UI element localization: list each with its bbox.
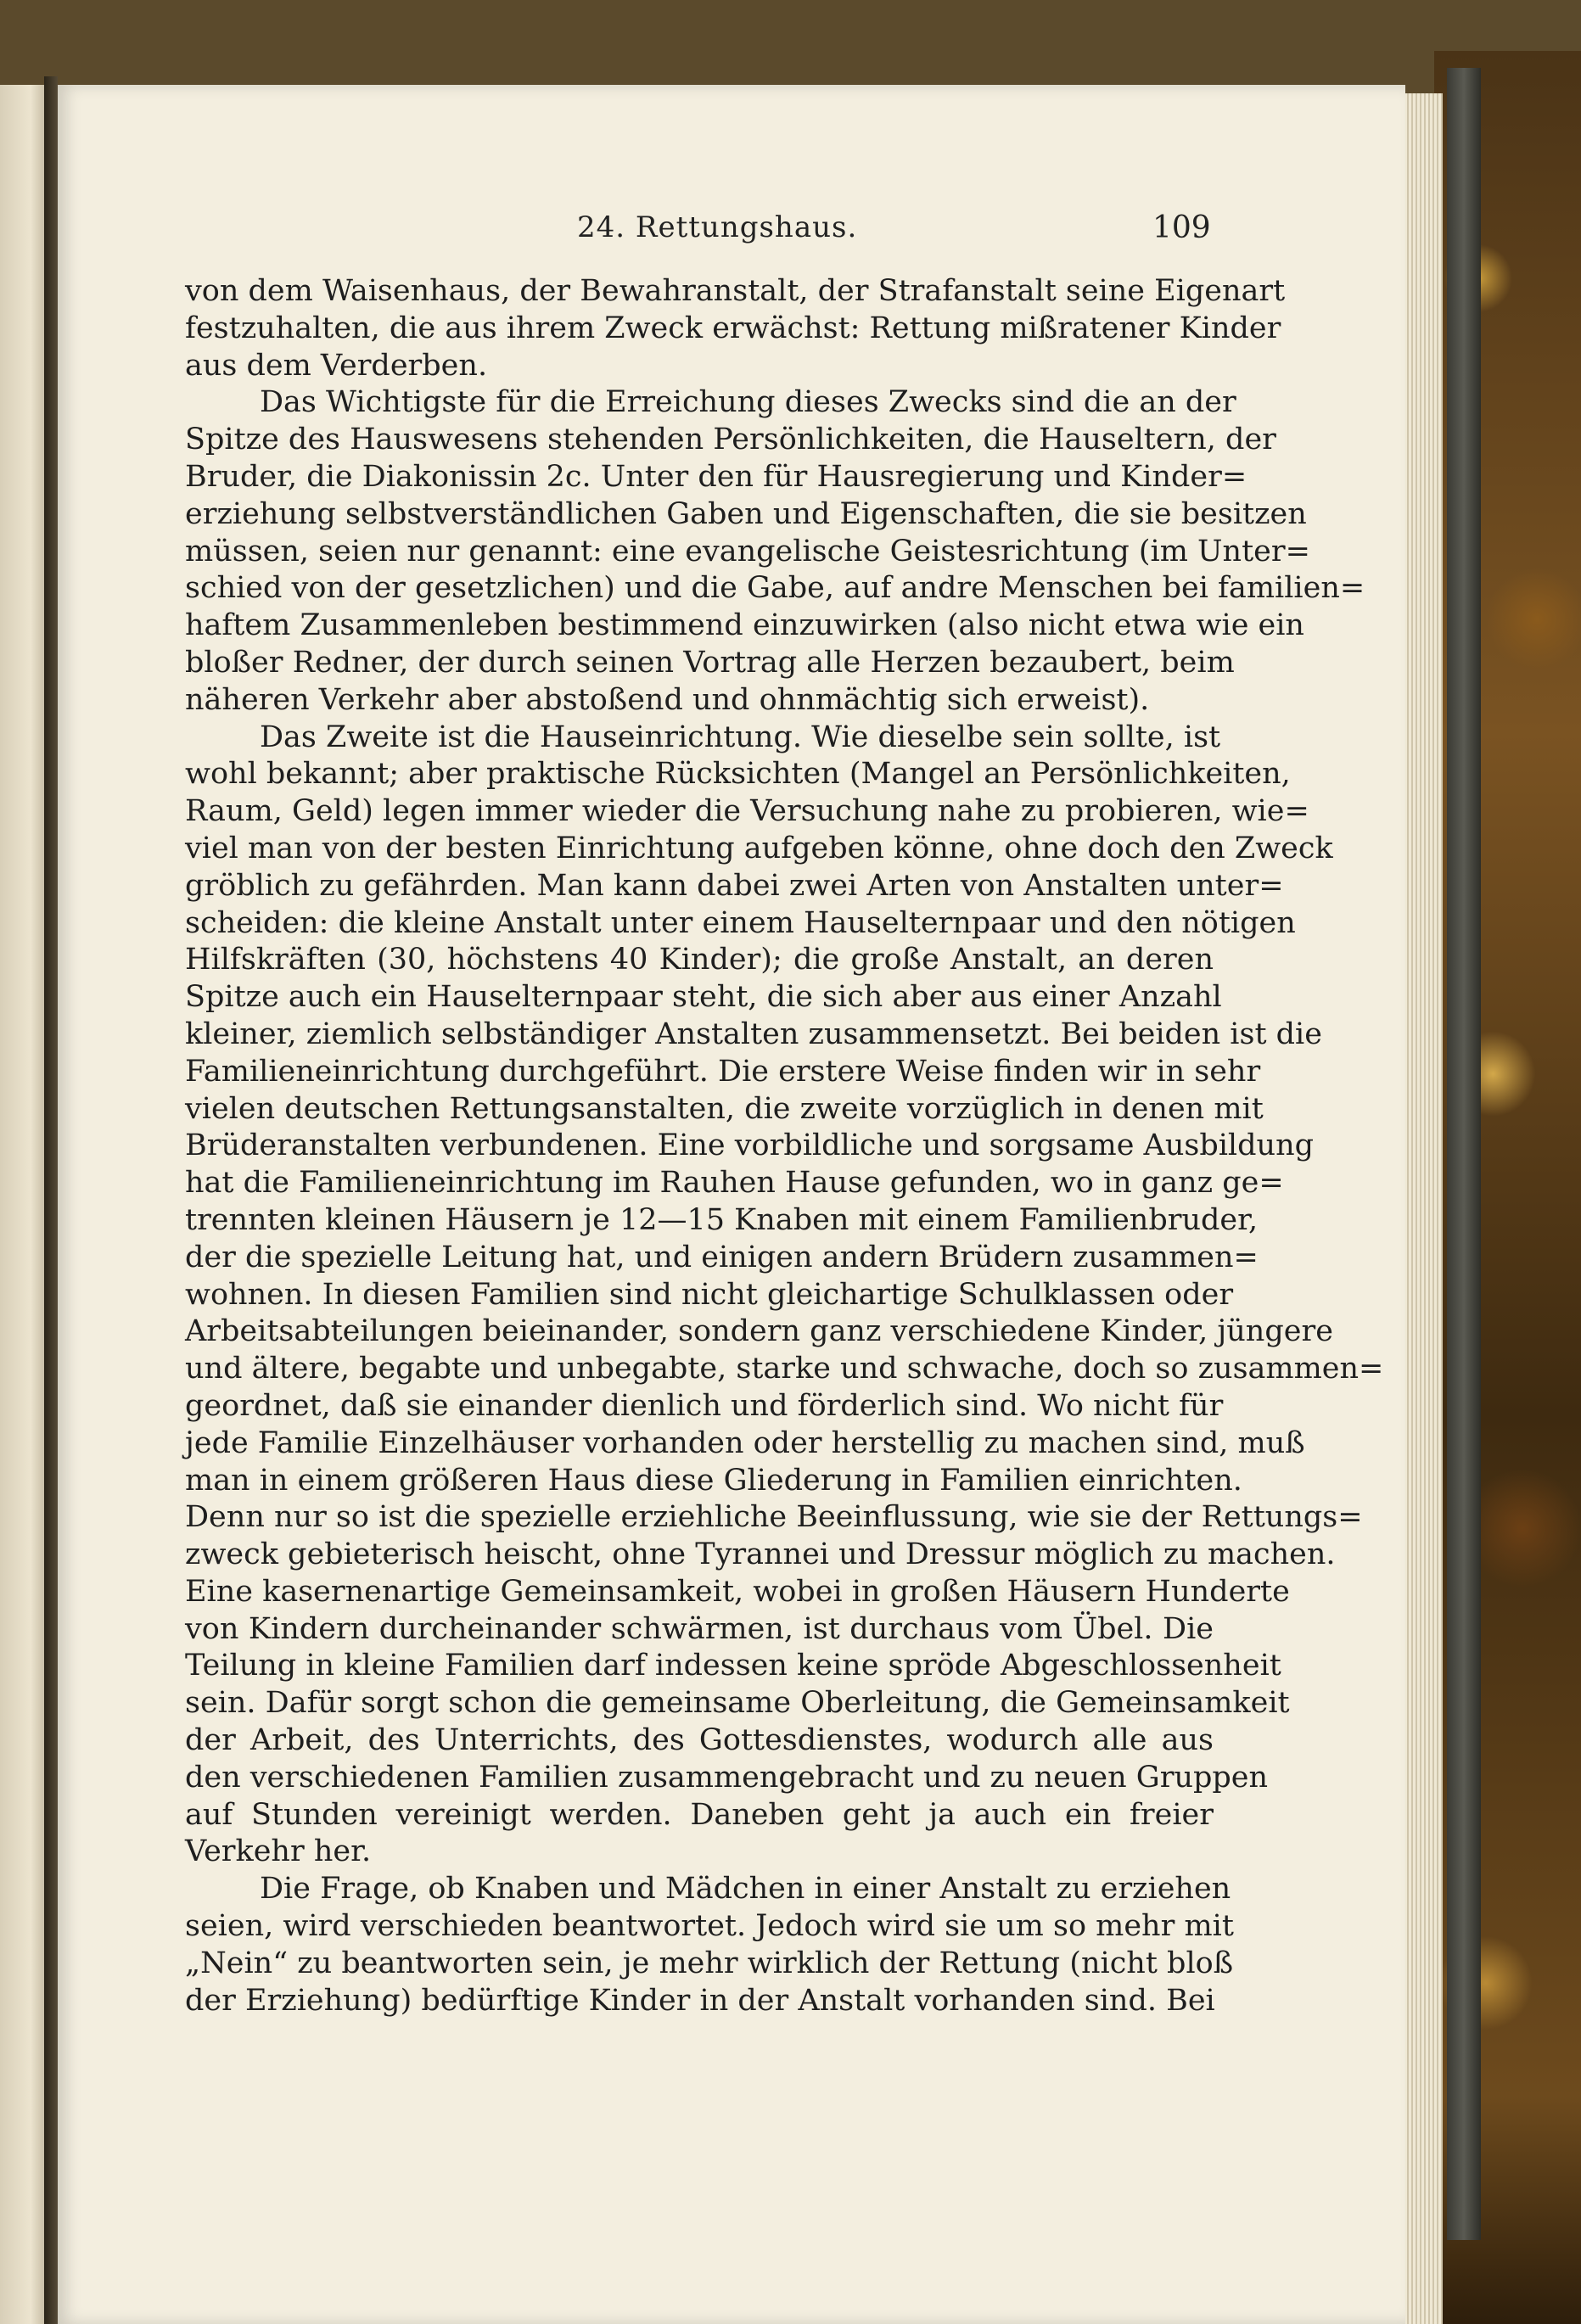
- text-line: kleiner, ziemlich selbständiger Anstalten zusammensetzt. Bei beiden ist die: [185, 1016, 1322, 1051]
- text-line: „Nein“ zu beantworten sein, je mehr wirklich der Rettung (nicht bloß: [185, 1946, 1234, 1980]
- text-line: müssen, seien nur genannt: eine evangelische Geistesrichtung (im Unter=: [185, 534, 1310, 568]
- text-line: der Erziehung) bedürftige Kinder in der Anstalt vorhanden sind. Bei: [185, 1983, 1215, 2018]
- text-line: bloßer Redner, der durch seinen Vortrag alle Herzen bezaubert, beim: [185, 645, 1235, 680]
- text-line: gröblich zu gefährden. Man kann dabei zwei Arten von Anstalten unter=: [185, 868, 1284, 903]
- text-line: Das Zweite ist die Hauseinrichtung. Wie dieselbe sein sollte, ist: [260, 720, 1221, 754]
- text-line: man in einem größeren Haus diese Gliederung in Familien einrichten.: [185, 1463, 1242, 1498]
- page-number: 109: [1152, 210, 1211, 245]
- text-line: geordnet, daß sie einander dienlich und förderlich sind. Wo nicht für: [185, 1388, 1224, 1423]
- text-line: viel man von der besten Einrichtung aufgeben könne, ohne doch den Zweck: [185, 831, 1333, 865]
- text-line: von Kindern durcheinander schwärmen, ist durchaus vom Übel. Die: [185, 1611, 1214, 1646]
- text-line: Hilfskräften (30, höchstens 40 Kinder); die große Anstalt, an deren: [185, 943, 1214, 977]
- running-header: [0, 210, 1581, 248]
- text-line: Verkehr her.: [185, 1834, 372, 1869]
- text-line: auf Stunden vereinigt werden. Daneben geht ja auch ein freier: [185, 1797, 1214, 1832]
- text-line: Familieneinrichtung durchgeführt. Die erstere Weise finden wir in sehr: [185, 1054, 1261, 1089]
- text-line: hat die Familieneinrichtung im Rauhen Hause gefunden, wo in ganz ge=: [185, 1166, 1284, 1201]
- text-line: Eine kasernenartige Gemeinsamkeit, wobei in großen Häusern Hunderte: [185, 1574, 1290, 1609]
- text-line: Teilung in kleine Familien darf indessen keine spröde Abgeschlossenheit: [185, 1649, 1281, 1683]
- text-line: Bruder, die Diakonissin 2c. Unter den für Hausregierung und Kinder=: [185, 459, 1247, 494]
- text-line: den verschiedenen Familien zusammengebracht und zu neuen Gruppen: [185, 1760, 1269, 1795]
- body-text: [185, 273, 1384, 2019]
- text-line: von dem Waisenhaus, der Bewahranstalt, der Strafanstalt seine Eigenart: [185, 274, 1286, 308]
- text-line: Das Wichtigste für die Erreichung dieses Zwecks sind die an der: [260, 385, 1236, 420]
- facing-page-edge: [0, 85, 51, 2324]
- text-line: wohl bekannt; aber praktische Rücksichten (Mangel an Persönlichkeiten,: [185, 757, 1291, 792]
- text-line: festzuhalten, die aus ihrem Zweck erwächst: Rettung mißratener Kinder: [185, 311, 1281, 345]
- text-line: der die spezielle Leitung hat, und einigen andern Brüdern zusammen=: [185, 1240, 1259, 1274]
- text-line: erziehung selbstverständlichen Gaben und Eigenschaften, die sie besitzen: [185, 496, 1307, 531]
- text-line: wohnen. In diesen Familien sind nicht gleichartige Schulklassen oder: [185, 1277, 1234, 1312]
- text-line: Spitze des Hauswesens stehenden Persönlichkeiten, die Hauseltern, der: [185, 423, 1276, 457]
- text-line: trennten kleinen Häusern je 12—15 Knaben mit einem Familienbruder,: [185, 1202, 1259, 1237]
- text-line: der Arbeit, des Unterrichts, des Gottesdienstes, wodurch alle aus: [185, 1723, 1214, 1758]
- text-line: vielen deutschen Rettungsanstalten, die zweite vorzüglich in denen mit: [185, 1091, 1264, 1126]
- text-line: jede Familie Einzelhäuser vorhanden oder herstellig zu machen sind, muß: [185, 1425, 1305, 1460]
- text-line: Arbeitsabteilungen beieinander, sondern ganz verschiedene Kinder, jüngere: [185, 1314, 1333, 1349]
- book-spine-edge: [1447, 68, 1481, 2240]
- book-gutter: [44, 76, 58, 2324]
- text-line: seien, wird verschieden beantwortet. Jedoch wird sie um so mehr mit: [185, 1909, 1234, 1944]
- text-line: Die Frage, ob Knaben und Mädchen in einer Anstalt zu erziehen: [260, 1872, 1231, 1907]
- text-line: Spitze auch ein Hauselternpaar steht, die sich aber aus einer Anzahl: [185, 980, 1222, 1015]
- text-line: näheren Verkehr aber abstoßend und ohnmächtig sich erweist).: [185, 682, 1150, 717]
- text-line: aus dem Verderben.: [185, 348, 488, 383]
- text-line: haftem Zusammenleben bestimmend einzuwirken (also nicht etwa wie ein: [185, 608, 1304, 643]
- text-line: sein. Dafür sorgt schon die gemeinsame Oberleitung, die Gemeinsamkeit: [185, 1686, 1290, 1721]
- text-line: und ältere, begabte und unbegabte, starke und schwache, doch so zusammen=: [185, 1352, 1384, 1386]
- text-line: Brüderanstalten verbundenen. Eine vorbildliche und sorgsame Ausbildung: [185, 1128, 1315, 1163]
- text-line: Raum, Geld) legen immer wieder die Versuchung nahe zu probieren, wie=: [185, 794, 1309, 829]
- text-line: Denn nur so ist die spezielle erziehliche Beeinflussung, wie sie der Rettungs=: [185, 1500, 1363, 1535]
- text-line: schied von der gesetzlichen) und die Gabe, auf andre Menschen bei familien=: [185, 571, 1365, 606]
- text-line: scheiden: die kleine Anstalt unter einem Hauselternpaar und den nötigen: [185, 905, 1296, 940]
- chapter-title: 24. Rettungshaus.: [577, 210, 858, 244]
- text-line: zweck gebieterisch heischt, ohne Tyrannei und Dressur möglich zu machen.: [185, 1537, 1336, 1572]
